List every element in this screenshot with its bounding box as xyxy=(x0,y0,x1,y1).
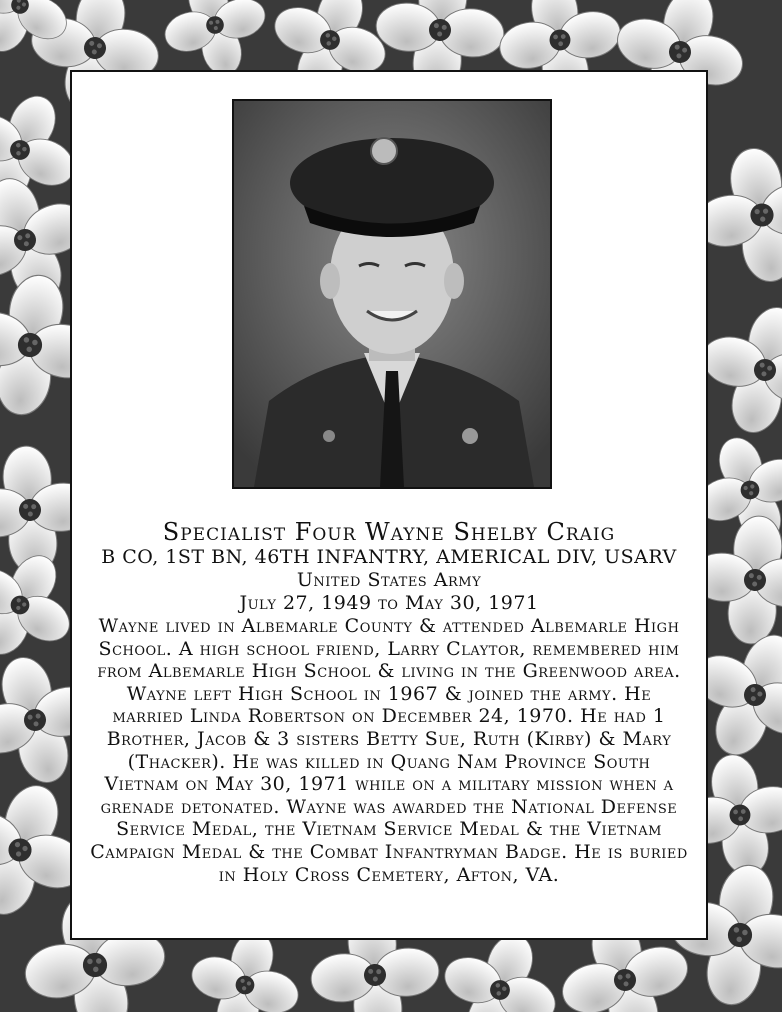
memorial-text xyxy=(82,518,696,886)
portrait-illustration xyxy=(234,101,550,487)
memorial-panel xyxy=(70,70,708,940)
life-dates: July 27, 1949 to May 30, 1971 xyxy=(239,592,539,614)
soldier-name: Specialist Four Wayne Shelby Craig xyxy=(162,518,616,546)
branch-line: United States Army xyxy=(296,569,482,591)
soldier-portrait xyxy=(232,99,552,489)
unit-line: B CO, 1ST BN, 46TH INFANTRY, AMERICAL DIV, USARV xyxy=(101,546,677,568)
biography: Wayne lived in Albemarle County & attended Albemarle High School. A high school friend, Larry Claytor, remembered him from Albemarle High School & living in the Greenwood area. Wayne left High School in 1967 & joined the army. He married Linda Robertson on December 24, 1970. He had 1 Brother, Jacob & 3 sisters Betty Sue, Ruth (Kirby) & Mary (Thacker). He was killed in Quang Nam Province South Vietnam on May 30, 1971 while on a military mission when a grenade detonated. Wayne was awarded the National Defense Service Medal, the Vietnam Service Medal & the Vietnam Campaign Medal & the Combat Infantryman Badge. He is buried in Holy Cross Cemetery, Afton, VA. xyxy=(90,615,688,886)
